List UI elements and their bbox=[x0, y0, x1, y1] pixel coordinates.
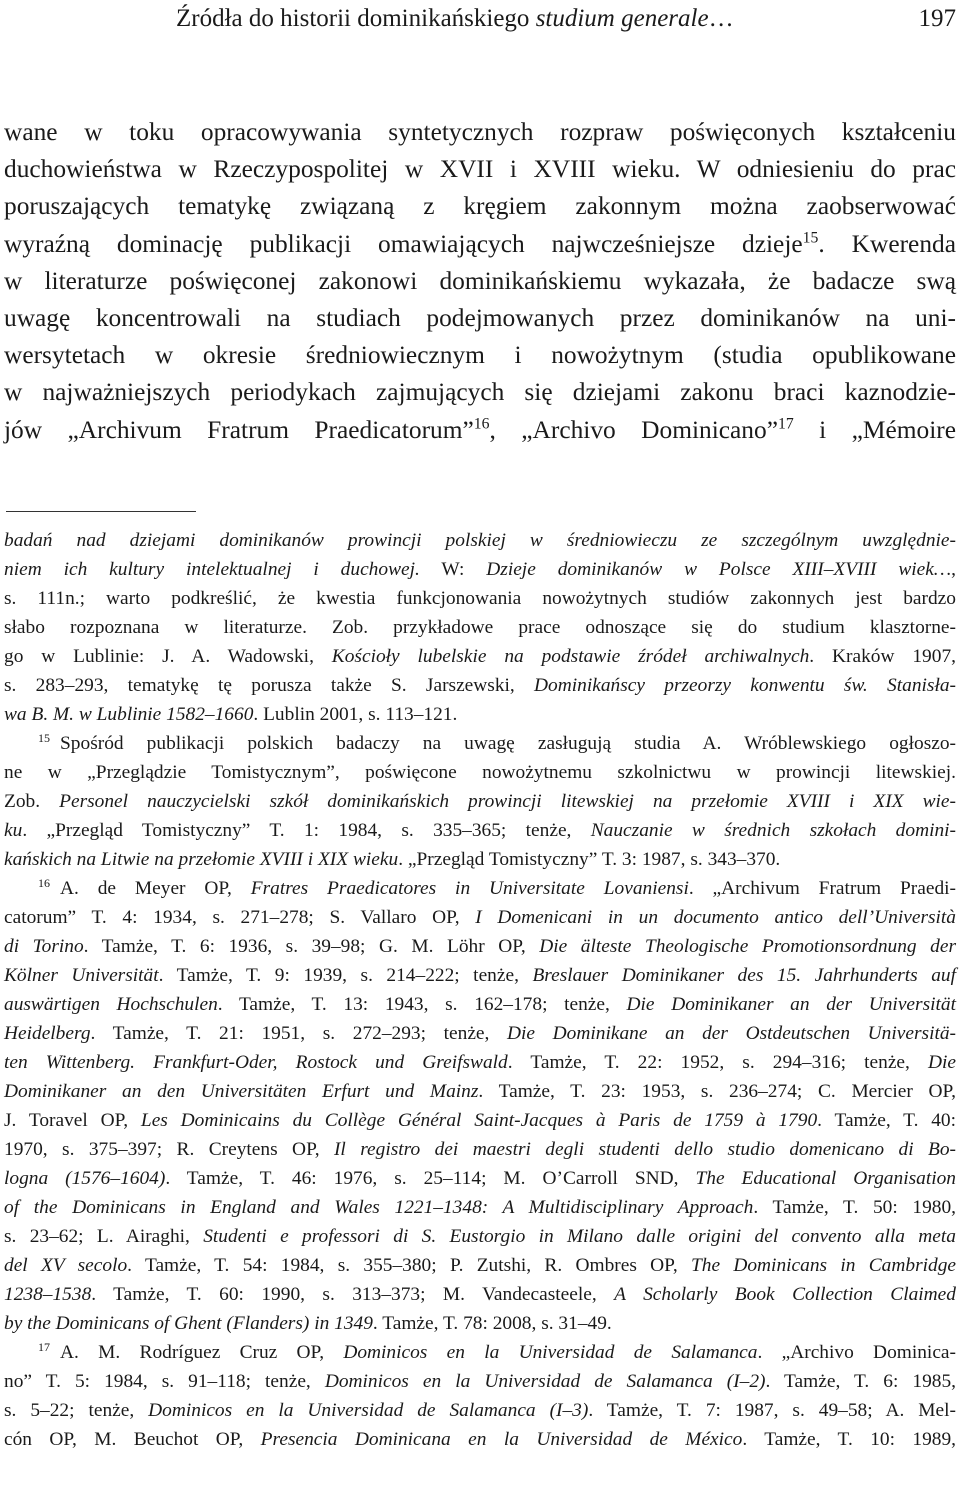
footnote-line: s. 5–22; tenże, Dominicos en la Universidad de Salamanca (I–3). Tamże, T. 7: 1987, s. 49–58; A. Mel- bbox=[4, 1400, 956, 1421]
footnote-line: cón OP, M. Beuchot OP, Presencia Dominicana en la Universidad de México. Tamże, T. 10: 1989, bbox=[4, 1429, 956, 1450]
text-line: w literaturze poświęconej zakonowi dominikańskiemu wykazała, że badacze swą bbox=[4, 266, 956, 295]
footnote-ref[interactable]: 15 bbox=[802, 229, 819, 247]
footnote-line: auswärtigen Hochschulen. Tamże, T. 13: 1943, s. 162–178; tenże, Die Dominikaner an der Universität bbox=[4, 994, 956, 1015]
main-text bbox=[4, 114, 956, 449]
running-header bbox=[176, 2, 956, 36]
footnote-line: logna (1576–1604). Tamże, T. 46: 1976, s. 25–114; M. O’Carroll SND, The Educational Organisation bbox=[4, 1168, 956, 1189]
footnote-line: ten Wittenberg. Frankfurt-Oder, Rostock und Greifswald. Tamże, T. 22: 1952, s. 294–316; tenże, Die bbox=[4, 1052, 956, 1073]
footnote-line: no” T. 5: 1984, s. 91–118; tenże, Dominicos en la Universidad de Salamanca (I–2). Tamże, T. 6: 1985, bbox=[4, 1371, 957, 1392]
footnote-line: Kölner Universität. Tamże, T. 9: 1939, s. 214–222; tenże, Breslauer Dominikaner des 15. Jahrhunderts auf bbox=[4, 965, 956, 986]
footnote-line: go w Lublinie: J. A. Wadowski, Kościoły lubelskie na podstawie źródeł archiwalnych. Kraków 1907, bbox=[4, 646, 956, 667]
footnote-line: ku. „Przegląd Tomistyczny” T. 1: 1984, s. 335–365; tenże, Nauczanie w średnich szkołach domini- bbox=[4, 820, 957, 841]
footnote-line: $^{16}$ A. de Meyer OP, Fratres Praedicatores in Universitate Lovaniensi. „Archivum Fratrum Praedi- bbox=[38, 875, 956, 899]
footnote-line: Dominikaner an den Universitäten Erfurt und Mainz. Tamże, T. 23: 1953, s. 236–274; C. Mercier OP, bbox=[4, 1081, 956, 1102]
footnote-line: 1238–1538. Tamże, T. 60: 1990, s. 313–373; M. Vandecasteele, A Scholarly Book Collection Claimed bbox=[4, 1284, 956, 1305]
footnote-line: ne w „Przeglądzie Tomistycznym”, poświęcone nowożytnemu szkolnictwu w prowincji litewskiej. bbox=[4, 762, 956, 783]
text-line: w najważniejszych periodykach zajmujących się dziejami zakonu braci kaznodzie- bbox=[4, 378, 956, 407]
footnote-line: wa B. M. w Lublinie 1582–1660. Lublin 2001, s. 113–121. bbox=[4, 704, 458, 725]
footnote-line: $^{17}$ A. M. Rodríguez Cruz OP, Dominicos en la Universidad de Salamanca. „Archivo Dominica- bbox=[38, 1339, 956, 1363]
footnote-line: del XV secolo. Tamże, T. 54: 1984, s. 355–380; P. Zutshi, R. Ombres OP, The Dominicans in Cambridge bbox=[4, 1255, 956, 1276]
page-number: 197 bbox=[918, 5, 956, 32]
text-line: jów „Archivum Fratrum Praedicatorum”$^{16}$, „Archivo Dominicano”$^{17}$ i „Mémoire bbox=[4, 415, 956, 444]
footnote-number: 17 bbox=[38, 1339, 51, 1354]
footnotes bbox=[4, 526, 956, 1454]
footnote-ref[interactable]: 16 bbox=[473, 415, 490, 433]
footnote-line: Zob. Personel nauczycielski szkół dominikańskich prowincji litewskiej na przełomie XVIII i XIX wie- bbox=[4, 791, 956, 812]
footnote-line: di Torino. Tamże, T. 6: 1936, s. 39–98; G. M. Löhr OP, Die älteste Theologische Promotionsordnung der bbox=[4, 936, 956, 957]
text-line: duchowieństwa w Rzeczypospolitej w XVII i XVIII wieku. W odniesieniu do prac bbox=[4, 155, 956, 184]
text-line: wyraźną dominację publikacji omawiających najwcześniejsze dzieje$^{15}$. Kwerenda bbox=[4, 229, 956, 258]
footnote-line: badań nad dziejami dominikanów prowincji polskiej w średniowieczu ze szczególnym uwzględnie- bbox=[4, 530, 956, 551]
footnote-line: kańskich na Litwie na przełomie XVIII i XIX wieku. „Przegląd Tomistyczny” T. 3: 1987, s. 343–370. bbox=[4, 849, 781, 870]
text-line: poruszających tematykę związaną z kręgiem zakonnym można zaobserwować bbox=[4, 192, 956, 221]
footnote-line: by the Dominicans of Ghent (Flanders) in 1349. Tamże, T. 78: 2008, s. 31–49. bbox=[4, 1313, 612, 1334]
footnote-number: 15 bbox=[38, 730, 51, 745]
footnote-line: niem ich kultury intelektualnej i duchowej. W: Dzieje dominikanów w Polsce XIII–XVIII wiek…, bbox=[4, 559, 956, 580]
footnote-line: $^{15}$ Spośród publikacji polskich badaczy na uwagę zasługują studia A. Wróblewskiego ogłoszo- bbox=[38, 730, 956, 754]
footnote-separator bbox=[6, 511, 196, 512]
footnote-ref[interactable]: 17 bbox=[777, 415, 794, 433]
footnote-number: 16 bbox=[38, 875, 51, 890]
running-title: Źródła do historii dominikańskiego studium generale… bbox=[176, 5, 734, 32]
footnote-line: s. 111n.; warto podkreślić, że kwestia funkcjonowania nowożytnych studiów zakonnych jest bardzo bbox=[4, 588, 956, 609]
footnote-line: J. Toravel OP, Les Dominicains du Collège Général Saint-Jacques à Paris de 1759 à 1790. Tamże, T. 40: bbox=[4, 1110, 957, 1131]
text-line: uwagę koncentrowali na studiach podejmowanych przez dominikanów na uni- bbox=[4, 303, 956, 332]
footnote-line: of the Dominicans in England and Wales 1221–1348: A Multidisciplinary Approach. Tamże, T. 50: 1980, bbox=[4, 1197, 956, 1218]
footnote-line: s. 283–293, tematykę tę porusza także S. Jarszewski, Dominikańscy przeorzy konwentu św. Stanisła- bbox=[4, 675, 957, 696]
footnote-line: 1970, s. 375–397; R. Creytens OP, Il registro dei maestri degli studenti dello studio domenicano di Bo- bbox=[4, 1139, 957, 1160]
footnote-line: słabo rozpoznana w literaturze. Zob. przykładowe prace odnoszące się do studium klasztorne- bbox=[4, 617, 956, 638]
footnote-line: catorum” T. 4: 1934, s. 271–278; S. Vallaro OP, I Domenicani in un documento antico dell’Università bbox=[4, 907, 957, 928]
footnote-line: Heidelberg. Tamże, T. 21: 1951, s. 272–293; tenże, Die Dominikane an der Ostdeutschen Universitä- bbox=[4, 1023, 956, 1044]
text-line: wersytetach w okresie średniowiecznym i nowożytnym (studia opublikowane bbox=[4, 341, 956, 370]
text-line: wane w toku opracowywania syntetycznych rozpraw poświęconych kształceniu bbox=[4, 118, 956, 146]
footnote-line: s. 23–62; L. Airaghi, Studenti e professori di S. Eustorgio in Milano dalle origini del convento alla meta bbox=[4, 1226, 956, 1247]
